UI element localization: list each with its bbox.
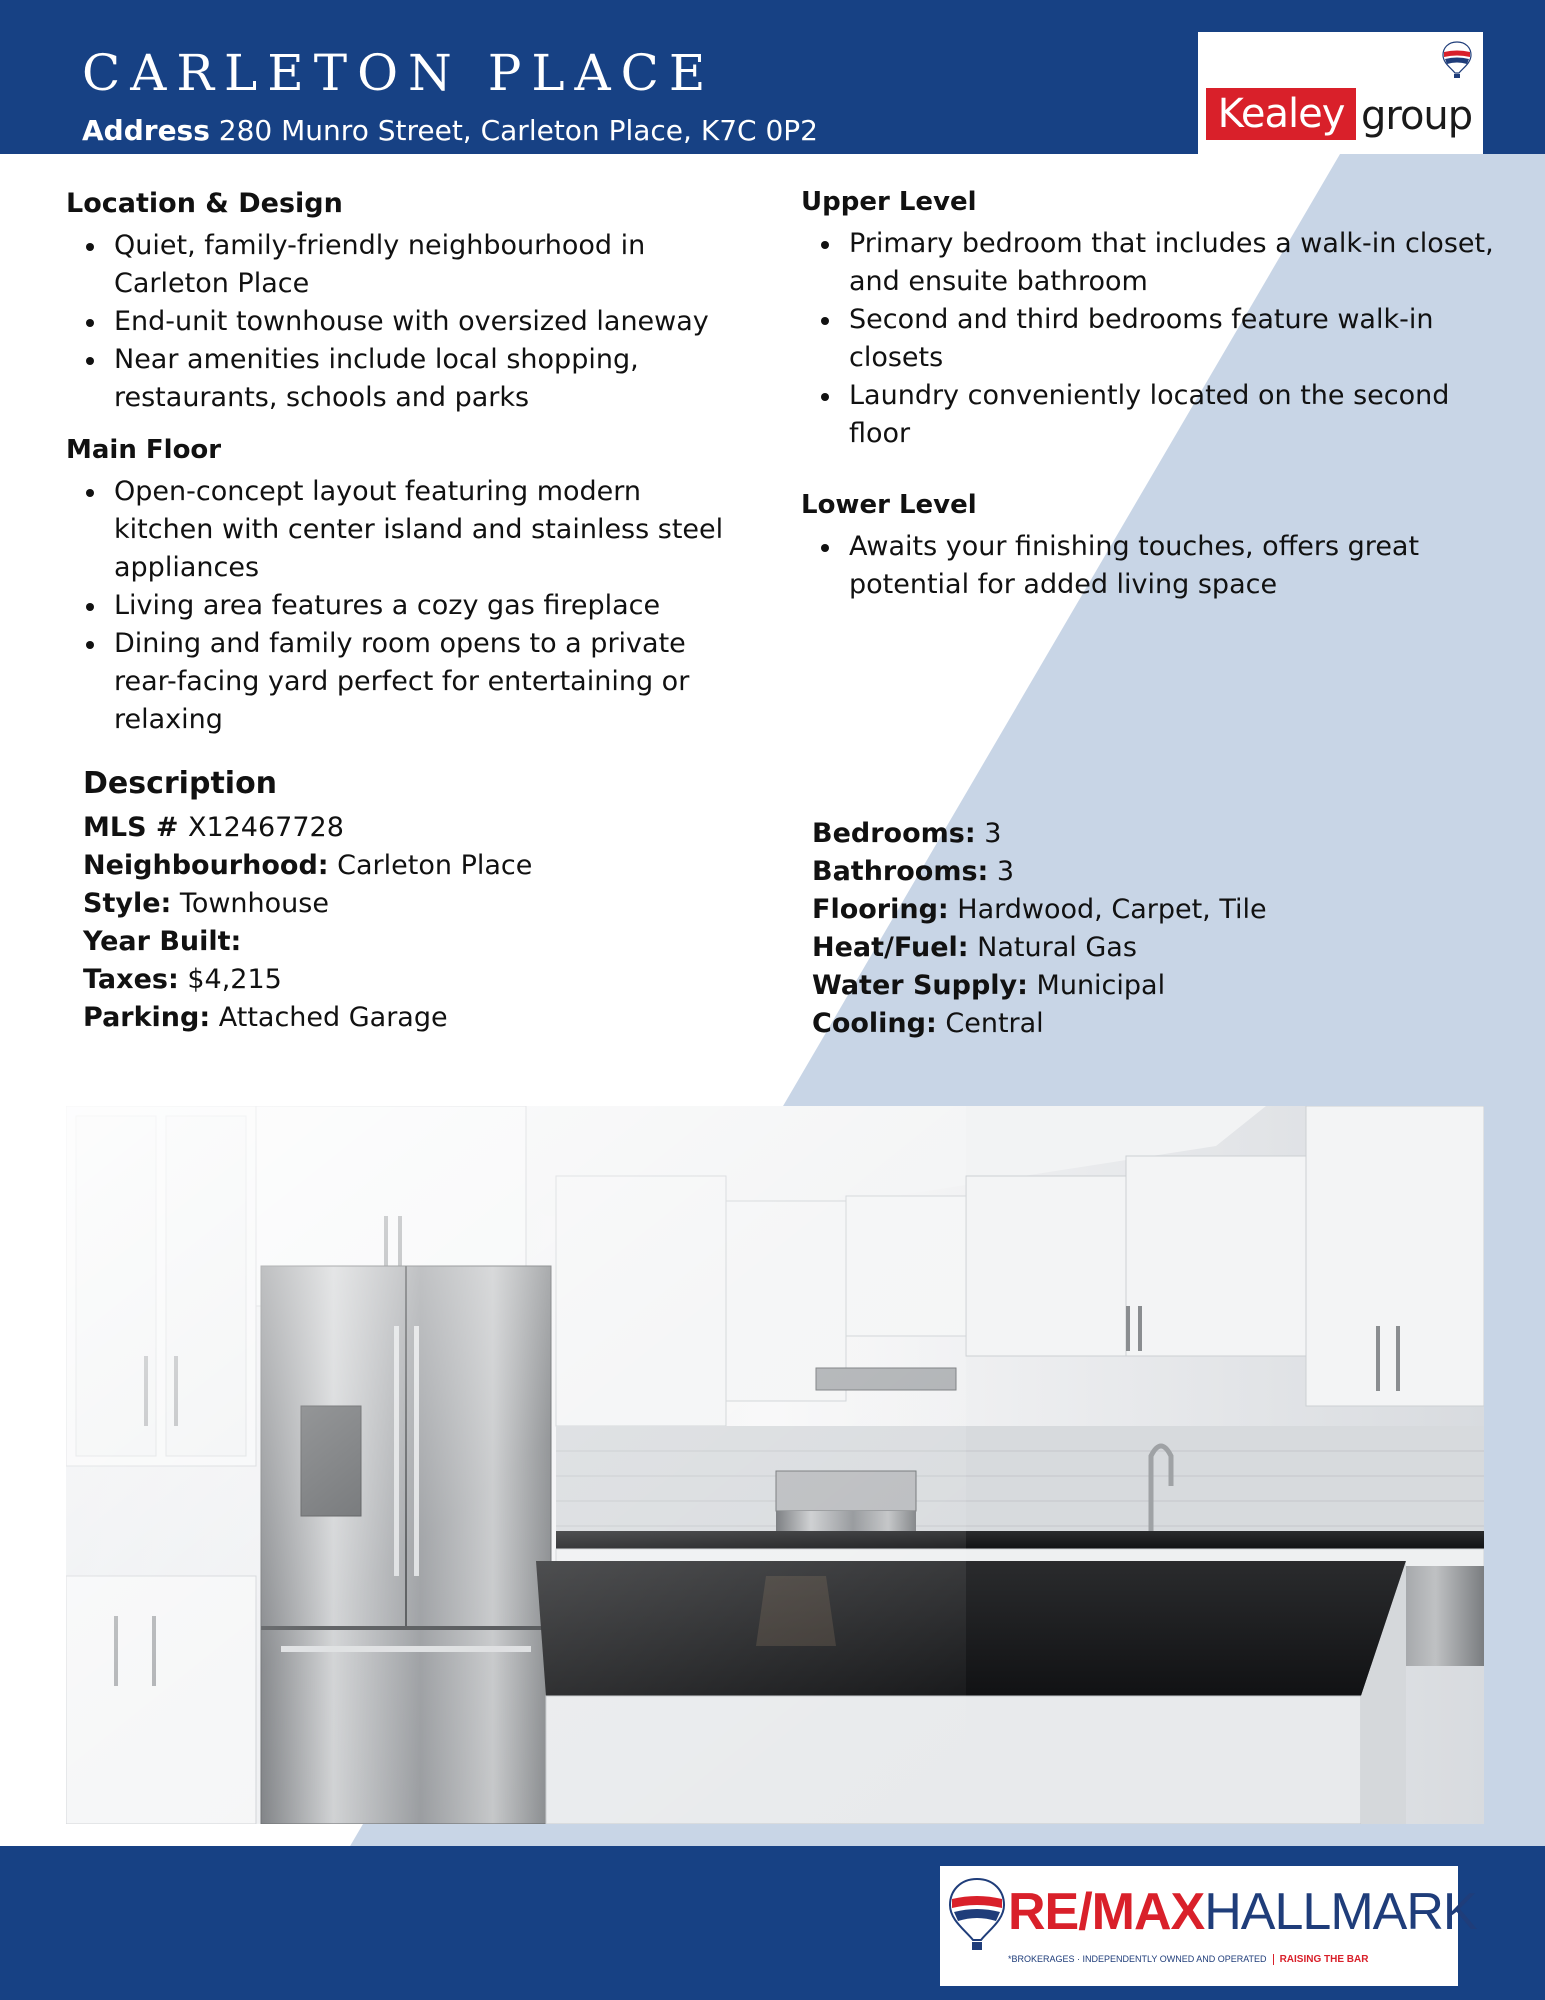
kitchen-photo <box>66 1106 1484 1824</box>
remax-tagline-right: RAISING THE BAR <box>1273 1954 1369 1965</box>
kealey-group-logo <box>1198 32 1483 154</box>
lower-level-list <box>801 528 1501 604</box>
upper-level-list <box>801 225 1501 453</box>
lower-level-section <box>801 490 1501 604</box>
location-design-section <box>66 188 746 417</box>
list-item: Near amenities include local shopping, restaurants, schools and parks <box>66 341 746 417</box>
list-item: Quiet, family-friendly neighbourhood in Carleton Place <box>66 227 746 303</box>
list-item: Laundry conveniently located on the second floor <box>801 377 1501 453</box>
cooling-row: Cooling: Central <box>812 1008 1044 1039</box>
neighbourhood-row: Neighbourhood: Carleton Place <box>83 850 533 881</box>
list-item: Dining and family room opens to a private rear-facing yard perfect for entertaining or relaxing <box>66 625 746 739</box>
location-design-heading: Location & Design <box>66 188 343 219</box>
flooring-row: Flooring: Hardwood, Carpet, Tile <box>812 894 1267 925</box>
taxes-row: Taxes: $4,215 <box>83 964 282 995</box>
parking-row: Parking: Attached Garage <box>83 1002 448 1033</box>
footer-bar <box>0 1846 1545 2000</box>
list-item: End-unit townhouse with oversized laneway <box>66 303 746 341</box>
list-item: Second and third bedrooms feature walk-in closets <box>801 301 1501 377</box>
list-item: Living area features a cozy gas fireplace <box>66 587 746 625</box>
remax-wordmark <box>1008 1882 1477 1942</box>
location-design-list <box>66 227 746 417</box>
main-floor-list <box>66 473 746 739</box>
page-title: CARLETON PLACE <box>82 44 716 102</box>
address-label: Address <box>82 114 210 147</box>
lower-level-heading: Lower Level <box>801 490 977 520</box>
kitchen-illustration <box>66 1106 1484 1824</box>
list-item: Awaits your finishing touches, offers great potential for added living space <box>801 528 1501 604</box>
mls-row: MLS # X12467728 <box>83 812 344 843</box>
main-floor-heading: Main Floor <box>66 435 222 465</box>
kealey-brand-word: Kealey <box>1206 88 1356 140</box>
upper-level-section <box>801 187 1501 453</box>
remax-tagline <box>1008 1954 1368 1965</box>
remax-balloon-icon <box>1441 40 1473 80</box>
bathrooms-row: Bathrooms: 3 <box>812 856 1015 887</box>
year-built-row: Year Built: <box>83 926 242 957</box>
remax-blue-word: HALLMARK <box>1204 1883 1477 1941</box>
kealey-group-word: group <box>1361 93 1473 139</box>
remax-tagline-left: *BROKERAGES · INDEPENDENTLY OWNED AND OPERATED <box>1008 1954 1267 1964</box>
upper-level-heading: Upper Level <box>801 187 977 217</box>
list-item: Open-concept layout featuring modern kitchen with center island and stainless steel appliances <box>66 473 746 587</box>
address-line <box>82 114 818 147</box>
heat-fuel-row: Heat/Fuel: Natural Gas <box>812 932 1137 963</box>
description-details-right <box>812 815 1452 1043</box>
list-item: Primary bedroom that includes a walk-in closet, and ensuite bathroom <box>801 225 1501 301</box>
bedrooms-row: Bedrooms: 3 <box>812 818 1002 849</box>
description-section <box>83 766 723 1037</box>
description-heading: Description <box>83 766 278 801</box>
address-value: 280 Munro Street, Carleton Place, K7C 0P2 <box>218 114 818 147</box>
remax-hallmark-logo <box>940 1866 1477 1986</box>
water-supply-row: Water Supply: Municipal <box>812 970 1166 1001</box>
main-floor-section <box>66 435 746 739</box>
remax-balloon-icon <box>946 1876 1008 1954</box>
remax-red-word: RE/MAX <box>1008 1883 1205 1941</box>
style-row: Style: Townhouse <box>83 888 329 919</box>
